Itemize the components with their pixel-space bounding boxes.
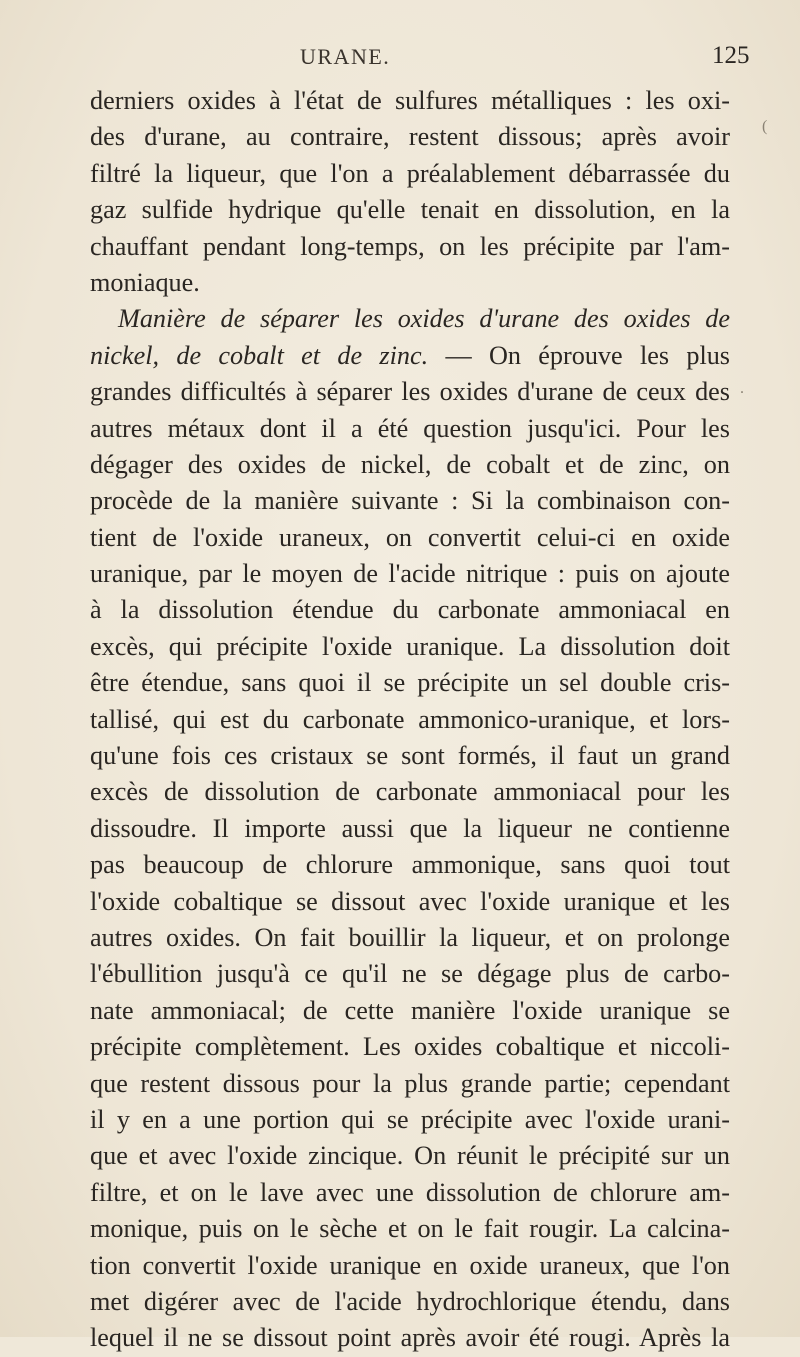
text-line-9: grandes difficultés à séparer les oxides d'urane de ceux des [90, 377, 730, 407]
section-heading-line-2 [90, 338, 730, 374]
section-lead-text: — On éprouve les plus [428, 340, 730, 370]
text-line-2: des d'urane, au contraire, restent dissous; après avoir [90, 122, 730, 152]
text-line-18: tallisé, qui est du carbonate ammonico-uranique, et lors- [90, 704, 730, 734]
text-line-26: nate ammoniacal; de cette manière l'oxide uranique se [90, 995, 730, 1025]
text-line-24: autres oxides. On fait bouillir la liqueur, et on prolonge [90, 922, 730, 952]
section-heading-start: Manière [118, 304, 206, 334]
margin-speck: . [740, 380, 744, 397]
body-text [90, 83, 730, 1357]
text-line-15: à la dissolution étendue du carbonate ammoniacal en [90, 595, 730, 625]
text-line-1: derniers oxides à l'état de sulfures métalliques : les oxi- [90, 86, 730, 115]
text-line-17: être étendue, sans quoi il se précipite un sel double cris- [90, 668, 730, 698]
text-line-5: chauffant pendant long-temps, on les précipite par l'am- [90, 231, 730, 261]
text-line-22: pas beaucoup de chlorure ammonique, sans quoi tout [90, 850, 730, 880]
text-line-19: qu'une fois ces cristaux se sont formés, il faut un grand [90, 741, 730, 771]
text-line-16: excès, qui précipite l'oxide uranique. La dissolution doit [90, 631, 730, 661]
margin-speck: ( [762, 118, 768, 135]
text-line-12: procède de la manière suivante : Si la combinaison con- [90, 486, 730, 516]
text-line-6: moniaque. [90, 267, 200, 297]
text-line-10: autres métaux dont il a été question jusqu'ici. Pour les [90, 413, 730, 443]
text-line-20: excès de dissolution de carbonate ammoniacal pour les [90, 777, 730, 807]
text-line-35: lequel il ne se dissout point après avoir été rougi. Après la [90, 1323, 730, 1353]
text-line-23: l'oxide cobaltique se dissout avec l'oxide uranique et les [90, 886, 730, 916]
text-line-29: il y en a une portion qui se précipite avec l'oxide urani- [90, 1104, 730, 1134]
text-line-31: filtre, et on le lave avec une dissolution de chlorure am- [90, 1177, 730, 1207]
page-number: 125 [712, 42, 750, 69]
text-line-32: monique, puis on le sèche et on le fait rougir. La calcina- [90, 1214, 730, 1244]
running-title: URANE. [300, 44, 391, 69]
text-line-30: que et avec l'oxide zincique. On réunit le précipité sur un [90, 1141, 730, 1171]
text-line-14: uranique, par le moyen de l'acide nitrique : puis on ajoute [90, 559, 730, 589]
running-header [0, 44, 800, 84]
text-line-3: filtré la liqueur, que l'on a préalablement débarrassée du [90, 158, 730, 188]
section-heading-text: de séparer les oxides d'urane des oxides de [220, 304, 731, 334]
text-line-4: gaz sulfide hydrique qu'elle tenait en dissolution, en la [90, 195, 730, 225]
section-heading-end: nickel, de cobalt et de zinc. [90, 340, 429, 370]
section-heading-line-1 [90, 301, 730, 337]
text-line-11: dégager des oxides de nickel, de cobalt et de zinc, on [90, 449, 730, 479]
text-line-27: précipite complètement. Les oxides cobaltique et niccoli- [90, 1032, 730, 1062]
text-line-34: met digérer avec de l'acide hydrochlorique étendu, dans [90, 1286, 730, 1316]
text-line-13: tient de l'oxide uraneux, on convertit celui-ci en oxide [90, 522, 730, 552]
text-line-28: que restent dissous pour la plus grande partie; cependant [90, 1068, 730, 1098]
text-line-25: l'ébullition jusqu'à ce qu'il ne se dégage plus de carbo- [90, 959, 730, 989]
text-line-33: tion convertit l'oxide uranique en oxide uraneux, que l'on [90, 1250, 730, 1280]
text-line-21: dissoudre. Il importe aussi que la liqueur ne contienne [90, 813, 730, 843]
